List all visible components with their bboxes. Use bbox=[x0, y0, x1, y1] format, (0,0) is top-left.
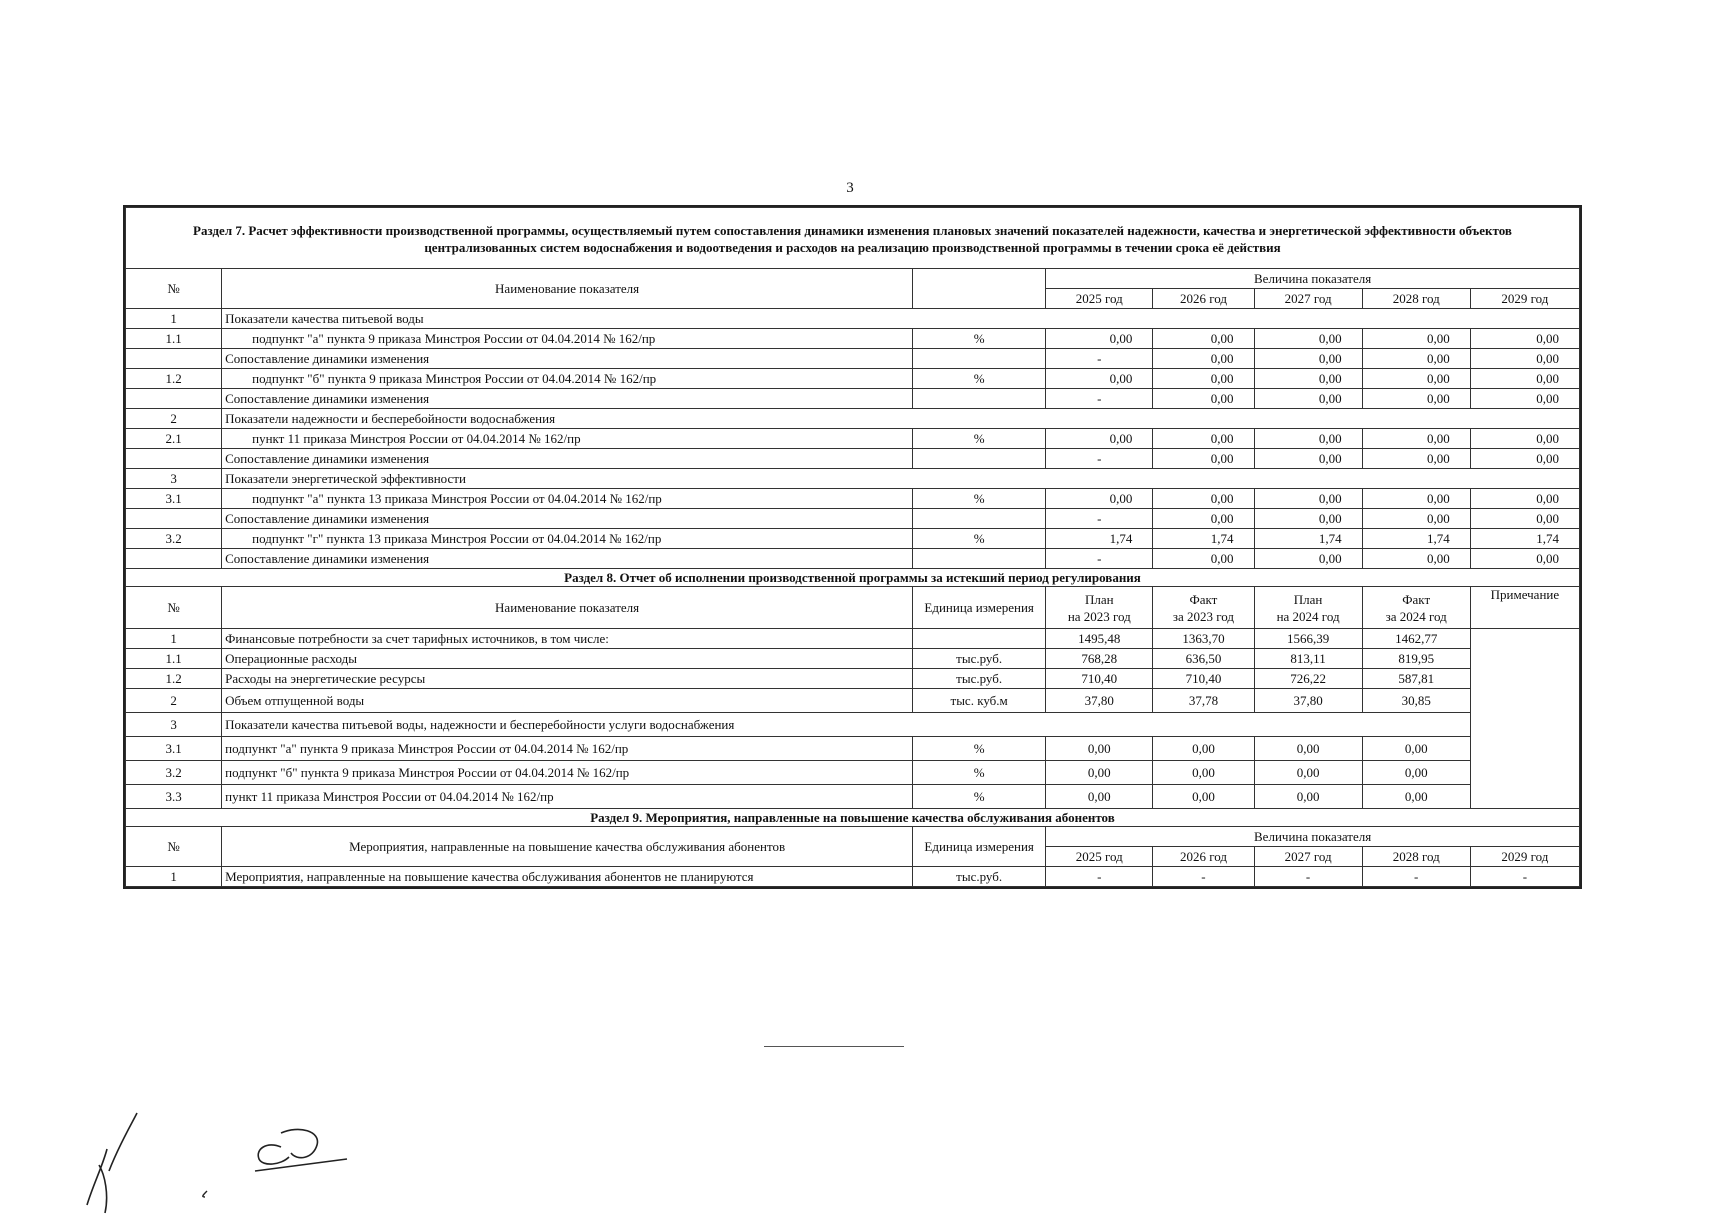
col-header-period-year: за 2023 год bbox=[1172, 608, 1235, 624]
section7-title: Раздел 7. Расчет эффективности производственной программы, осуществляемый путем сопоставления динамики изменения плановых значений показателей надежности, качества и энергетической эффективности объектов централизованных систем водоснабжения и водоотведения и расходов на реализацию производственной программы в течении срока её действия bbox=[126, 208, 1580, 269]
section7-row bbox=[126, 469, 1580, 489]
row-value: 0,00 bbox=[1153, 785, 1254, 809]
row-num: 3.3 bbox=[126, 785, 222, 809]
row-unit bbox=[913, 629, 1046, 649]
row-unit: тыс.руб. bbox=[913, 649, 1046, 669]
row-value: 0,00 bbox=[1153, 329, 1254, 349]
row-name: Мероприятия, направленные на повышение качества обслуживания абонентов не планируются bbox=[222, 867, 913, 887]
row-value: 0,00 bbox=[1153, 489, 1254, 509]
row-name: пункт 11 приказа Минстроя России от 04.04.2014 № 162/пр bbox=[222, 429, 913, 449]
section8-row bbox=[126, 785, 1580, 809]
row-num: 2 bbox=[126, 689, 222, 713]
row-name: подпункт "а" пункта 9 приказа Минстроя России от 04.04.2014 № 162/пр bbox=[222, 329, 913, 349]
col-header-num: № bbox=[126, 587, 222, 629]
row-value: - bbox=[1046, 867, 1153, 887]
row-value: 0,00 bbox=[1362, 389, 1470, 409]
section7-row bbox=[126, 509, 1580, 529]
row-value: 1,74 bbox=[1362, 529, 1470, 549]
col-header-year: 2027 год bbox=[1254, 847, 1362, 867]
section8-row bbox=[126, 669, 1580, 689]
col-header-year: 2025 год bbox=[1046, 289, 1153, 309]
row-name: Операционные расходы bbox=[222, 649, 913, 669]
row-unit: % bbox=[913, 369, 1046, 389]
row-value: 0,00 bbox=[1470, 429, 1579, 449]
row-value: 0,00 bbox=[1470, 389, 1579, 409]
row-value: 0,00 bbox=[1362, 449, 1470, 469]
row-num: 1 bbox=[126, 629, 222, 649]
row-value: 1,74 bbox=[1153, 529, 1254, 549]
row-value: 1363,70 bbox=[1153, 629, 1254, 649]
bottom-rule bbox=[764, 1046, 904, 1047]
row-value: 0,00 bbox=[1254, 549, 1362, 569]
row-value: 0,00 bbox=[1254, 785, 1362, 809]
col-header-period-year: на 2023 год bbox=[1067, 608, 1131, 624]
row-value: 0,00 bbox=[1470, 509, 1579, 529]
section7-row bbox=[126, 529, 1580, 549]
row-unit: тыс. куб.м bbox=[913, 689, 1046, 713]
col-header-year: 2028 год bbox=[1362, 289, 1470, 309]
row-value: 0,00 bbox=[1362, 761, 1470, 785]
col-header-period bbox=[1362, 587, 1470, 629]
row-num: 1.2 bbox=[126, 669, 222, 689]
row-value: 768,28 bbox=[1046, 649, 1153, 669]
row-value: 0,00 bbox=[1153, 737, 1254, 761]
section8-row bbox=[126, 713, 1580, 737]
col-header-period-type: План bbox=[1085, 591, 1114, 607]
row-value: 0,00 bbox=[1470, 369, 1579, 389]
row-unit: % bbox=[913, 429, 1046, 449]
row-value: 0,00 bbox=[1046, 761, 1153, 785]
row-num: 3.2 bbox=[126, 529, 222, 549]
col-header-value-group: Величина показателя bbox=[1046, 269, 1580, 289]
section8-title-row bbox=[126, 569, 1580, 587]
row-value: - bbox=[1153, 867, 1254, 887]
row-value: 0,00 bbox=[1153, 549, 1254, 569]
row-value: 1495,48 bbox=[1046, 629, 1153, 649]
row-value: 0,00 bbox=[1046, 737, 1153, 761]
row-value: 1462,77 bbox=[1362, 629, 1470, 649]
section7-row bbox=[126, 309, 1580, 329]
row-unit: % bbox=[913, 529, 1046, 549]
row-value: - bbox=[1046, 509, 1153, 529]
section7-header-row-1 bbox=[126, 269, 1580, 289]
row-unit bbox=[913, 549, 1046, 569]
row-num: 3.2 bbox=[126, 761, 222, 785]
row-num: 1.1 bbox=[126, 649, 222, 669]
row-value: 0,00 bbox=[1046, 369, 1153, 389]
row-name: Расходы на энергетические ресурсы bbox=[222, 669, 913, 689]
row-value: 0,00 bbox=[1254, 329, 1362, 349]
col-header-name: Наименование показателя bbox=[222, 269, 913, 309]
col-header-num: № bbox=[126, 269, 222, 309]
section9-title-row bbox=[126, 809, 1580, 827]
handwritten-signature bbox=[85, 1105, 365, 1220]
row-group-name: Показатели энергетической эффективности bbox=[222, 469, 1580, 489]
row-num bbox=[126, 349, 222, 369]
row-unit bbox=[913, 349, 1046, 369]
section7-row bbox=[126, 489, 1580, 509]
section9-header-row-1 bbox=[126, 827, 1580, 847]
row-value: - bbox=[1046, 549, 1153, 569]
section8-row bbox=[126, 689, 1580, 713]
col-header-name: Мероприятия, направленные на повышение качества обслуживания абонентов bbox=[222, 827, 913, 867]
section8-header-row bbox=[126, 587, 1580, 629]
row-value: 1,74 bbox=[1470, 529, 1579, 549]
row-value: - bbox=[1046, 449, 1153, 469]
col-header-period-type: Факт bbox=[1189, 591, 1218, 607]
row-value: 0,00 bbox=[1254, 369, 1362, 389]
row-value: - bbox=[1470, 867, 1579, 887]
row-value: 0,00 bbox=[1046, 329, 1153, 349]
row-value: 0,00 bbox=[1362, 489, 1470, 509]
col-header-period-year: за 2024 год bbox=[1385, 608, 1447, 624]
row-name: подпункт "г" пункта 13 приказа Минстроя России от 04.04.2014 № 162/пр bbox=[222, 529, 913, 549]
row-name: Объем отпущенной воды bbox=[222, 689, 913, 713]
row-value: 0,00 bbox=[1470, 489, 1579, 509]
row-unit bbox=[913, 389, 1046, 409]
col-header-name: Наименование показателя bbox=[222, 587, 913, 629]
row-value: 819,95 bbox=[1362, 649, 1470, 669]
row-unit: % bbox=[913, 329, 1046, 349]
row-name: Финансовые потребности за счет тарифных источников, в том числе: bbox=[222, 629, 913, 649]
row-value: 0,00 bbox=[1153, 761, 1254, 785]
row-value: 636,50 bbox=[1153, 649, 1254, 669]
col-header-year: 2026 год bbox=[1153, 847, 1254, 867]
row-value: 0,00 bbox=[1362, 369, 1470, 389]
report-table bbox=[125, 207, 1580, 887]
row-value: 37,78 bbox=[1153, 689, 1254, 713]
row-value: 813,11 bbox=[1254, 649, 1362, 669]
row-value: 0,00 bbox=[1362, 549, 1470, 569]
col-header-value-group: Величина показателя bbox=[1046, 827, 1580, 847]
row-num: 1 bbox=[126, 867, 222, 887]
col-header-period-type: План bbox=[1293, 591, 1323, 607]
section7-row bbox=[126, 369, 1580, 389]
section7-title-row bbox=[126, 208, 1580, 269]
col-header-year: 2025 год bbox=[1046, 847, 1153, 867]
row-value: 37,80 bbox=[1254, 689, 1362, 713]
col-header-year: 2029 год bbox=[1470, 289, 1579, 309]
row-value: 0,00 bbox=[1254, 449, 1362, 469]
row-note bbox=[1470, 629, 1579, 809]
row-value: 0,00 bbox=[1046, 429, 1153, 449]
section8-row bbox=[126, 649, 1580, 669]
col-header-period bbox=[1153, 587, 1254, 629]
row-name: Сопоставление динамики изменения bbox=[222, 549, 913, 569]
row-num: 3.1 bbox=[126, 737, 222, 761]
section8-title: Раздел 8. Отчет об исполнении производственной программы за истекший период регулирования bbox=[126, 569, 1580, 587]
col-header-unit: Единица измерения bbox=[913, 587, 1046, 629]
col-header-year: 2026 год bbox=[1153, 289, 1254, 309]
col-header-unit: Единица измерения bbox=[913, 827, 1046, 867]
section7-row bbox=[126, 389, 1580, 409]
row-value: 0,00 bbox=[1362, 737, 1470, 761]
row-value: 30,85 bbox=[1362, 689, 1470, 713]
row-unit: тыс.руб. bbox=[913, 867, 1046, 887]
row-num bbox=[126, 449, 222, 469]
row-value: 0,00 bbox=[1362, 329, 1470, 349]
row-value: 37,80 bbox=[1046, 689, 1153, 713]
row-num: 2 bbox=[126, 409, 222, 429]
col-header-year: 2028 год bbox=[1362, 847, 1470, 867]
document-frame bbox=[123, 205, 1582, 889]
row-value: 0,00 bbox=[1362, 785, 1470, 809]
row-name: Сопоставление динамики изменения bbox=[222, 509, 913, 529]
row-unit bbox=[913, 509, 1046, 529]
section7-row bbox=[126, 349, 1580, 369]
row-name: подпункт "а" пункта 13 приказа Минстроя России от 04.04.2014 № 162/пр bbox=[222, 489, 913, 509]
row-num: 3 bbox=[126, 469, 222, 489]
row-value: - bbox=[1254, 867, 1362, 887]
row-value: 0,00 bbox=[1362, 509, 1470, 529]
row-unit: % bbox=[913, 489, 1046, 509]
row-value: 0,00 bbox=[1153, 349, 1254, 369]
row-value: 1566,39 bbox=[1254, 629, 1362, 649]
row-group-name: Показатели качества питьевой воды, надежности и бесперебойности услуги водоснабжения bbox=[222, 713, 1471, 737]
row-num: 3.1 bbox=[126, 489, 222, 509]
section9-title: Раздел 9. Мероприятия, направленные на повышение качества обслуживания абонентов bbox=[126, 809, 1580, 827]
row-value: 0,00 bbox=[1046, 489, 1153, 509]
col-header-period-year: на 2024 год bbox=[1276, 608, 1340, 624]
row-name: Сопоставление динамики изменения bbox=[222, 389, 913, 409]
col-header-num: № bbox=[126, 827, 222, 867]
row-value: - bbox=[1362, 867, 1470, 887]
col-header-year: 2029 год bbox=[1470, 847, 1579, 867]
col-header-period-type: Факт bbox=[1402, 591, 1431, 607]
section7-row bbox=[126, 329, 1580, 349]
row-value: 0,00 bbox=[1254, 429, 1362, 449]
col-header-unit bbox=[913, 269, 1046, 309]
signature-drawing bbox=[85, 1105, 365, 1215]
row-value: 0,00 bbox=[1153, 369, 1254, 389]
row-value: 0,00 bbox=[1470, 549, 1579, 569]
row-unit: % bbox=[913, 761, 1046, 785]
row-value: 0,00 bbox=[1153, 509, 1254, 529]
row-value: 0,00 bbox=[1470, 329, 1579, 349]
row-num: 1.1 bbox=[126, 329, 222, 349]
row-value: 0,00 bbox=[1153, 449, 1254, 469]
row-value: 1,74 bbox=[1254, 529, 1362, 549]
section8-row bbox=[126, 629, 1580, 649]
row-value: 1,74 bbox=[1046, 529, 1153, 549]
row-unit: % bbox=[913, 785, 1046, 809]
col-header-note: Примечание bbox=[1470, 587, 1579, 629]
row-group-name: Показатели надежности и бесперебойности водоснабжения bbox=[222, 409, 1580, 429]
row-value: - bbox=[1046, 389, 1153, 409]
row-value: 710,40 bbox=[1046, 669, 1153, 689]
row-value: 0,00 bbox=[1362, 429, 1470, 449]
row-value: 0,00 bbox=[1470, 449, 1579, 469]
row-num: 3 bbox=[126, 713, 222, 737]
section7-row bbox=[126, 449, 1580, 469]
row-value: 0,00 bbox=[1470, 349, 1579, 369]
row-value: 0,00 bbox=[1046, 785, 1153, 809]
row-value: 0,00 bbox=[1254, 489, 1362, 509]
row-name: подпункт "а" пункта 9 приказа Минстроя России от 04.04.2014 № 162/пр bbox=[222, 737, 913, 761]
row-value: 710,40 bbox=[1153, 669, 1254, 689]
row-unit: тыс.руб. bbox=[913, 669, 1046, 689]
row-value: 587,81 bbox=[1362, 669, 1470, 689]
row-num bbox=[126, 549, 222, 569]
row-value: 0,00 bbox=[1153, 389, 1254, 409]
section7-row bbox=[126, 429, 1580, 449]
row-value: 0,00 bbox=[1362, 349, 1470, 369]
row-value: 0,00 bbox=[1254, 737, 1362, 761]
row-name: пункт 11 приказа Минстроя России от 04.04.2014 № 162/пр bbox=[222, 785, 913, 809]
row-value: 0,00 bbox=[1254, 509, 1362, 529]
row-value: 726,22 bbox=[1254, 669, 1362, 689]
row-num: 1 bbox=[126, 309, 222, 329]
row-group-name: Показатели качества питьевой воды bbox=[222, 309, 1580, 329]
section9-row bbox=[126, 867, 1580, 887]
col-header-year: 2027 год bbox=[1254, 289, 1362, 309]
row-value: 0,00 bbox=[1153, 429, 1254, 449]
row-name: Сопоставление динамики изменения bbox=[222, 349, 913, 369]
row-value: - bbox=[1046, 349, 1153, 369]
section8-row bbox=[126, 737, 1580, 761]
col-header-period bbox=[1254, 587, 1362, 629]
row-unit bbox=[913, 449, 1046, 469]
row-num: 1.2 bbox=[126, 369, 222, 389]
row-name: Сопоставление динамики изменения bbox=[222, 449, 913, 469]
section8-row bbox=[126, 761, 1580, 785]
row-name: подпункт "б" пункта 9 приказа Минстроя России от 04.04.2014 № 162/пр bbox=[222, 761, 913, 785]
row-value: 0,00 bbox=[1254, 389, 1362, 409]
page-number: 3 bbox=[846, 180, 854, 196]
row-value: 0,00 bbox=[1254, 349, 1362, 369]
row-num: 2.1 bbox=[126, 429, 222, 449]
row-value: 0,00 bbox=[1254, 761, 1362, 785]
row-num bbox=[126, 389, 222, 409]
row-num bbox=[126, 509, 222, 529]
section7-row bbox=[126, 409, 1580, 429]
section7-row bbox=[126, 549, 1580, 569]
row-name: подпункт "б" пункта 9 приказа Минстроя России от 04.04.2014 № 162/пр bbox=[222, 369, 913, 389]
col-header-period bbox=[1046, 587, 1153, 629]
row-unit: % bbox=[913, 737, 1046, 761]
